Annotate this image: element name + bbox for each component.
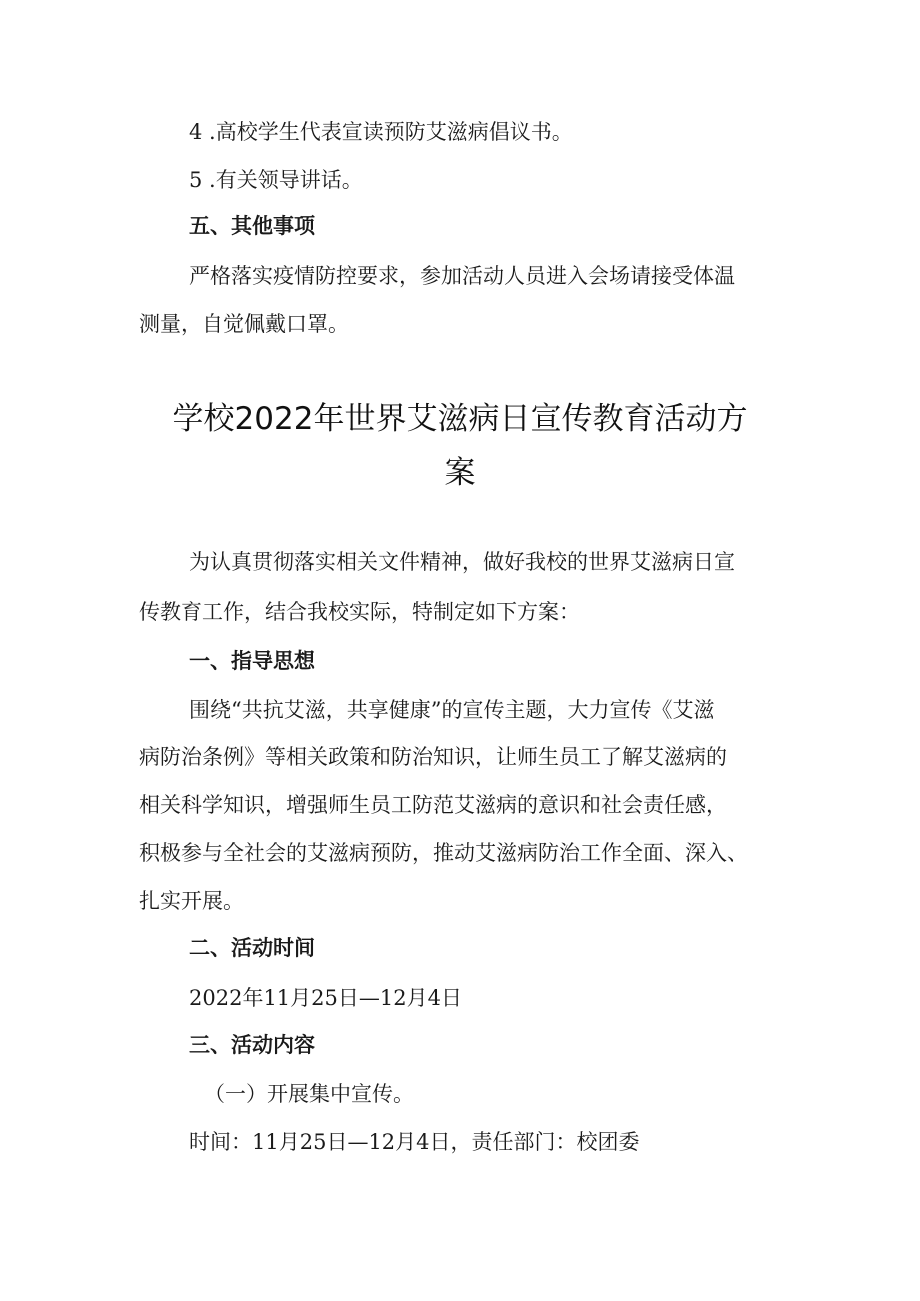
intro-line: 为认真贯彻落实相关文件精神，做好我校的世界艾滋病日宣: [189, 550, 735, 574]
paragraph-line: 病防治条例》等相关政策和防治知识，让师生员工了解艾滋病的: [139, 745, 727, 769]
activity-time-text: 2022年11月25日—12月4日: [189, 986, 462, 1010]
section-heading-3: 三、活动内容: [189, 1033, 315, 1057]
section-heading-1: 一、指导思想: [189, 649, 315, 673]
document-title-line-2: 案: [444, 455, 476, 491]
paragraph-line: 围绕“共抗艾滋，共享健康”的宣传主题，大力宣传《艾滋: [189, 698, 715, 722]
time-department-line: 时间：11月25日—12月4日，责任部门：校团委: [189, 1130, 640, 1154]
list-item-5: 5 .有关领导讲话。: [189, 168, 363, 192]
paragraph-line: 积极参与全社会的艾滋病预防，推动艾滋病防治工作全面、深入、: [139, 841, 748, 865]
section-heading-2: 二、活动时间: [189, 936, 315, 960]
list-item-4: 4 .高校学生代表宣读预防艾滋病倡议书。: [189, 120, 573, 144]
section-heading-5: 五、其他事项: [189, 214, 315, 238]
paragraph-line: 扎实开展。: [139, 889, 244, 913]
paragraph-line: 严格落实疫情防控要求，参加活动人员进入会场请接受体温: [189, 264, 735, 288]
intro-line: 传教育工作，结合我校实际，特制定如下方案：: [139, 600, 580, 624]
paragraph-line: 测量，自觉佩戴口罩。: [139, 312, 349, 336]
paragraph-line: 相关科学知识，增强师生员工防范艾滋病的意识和社会责任感，: [139, 793, 727, 817]
subsection-heading: （一）开展集中宣传。: [204, 1082, 414, 1106]
document-title-line-1: 学校2022年世界艾滋病日宣传教育活动方: [172, 401, 748, 437]
